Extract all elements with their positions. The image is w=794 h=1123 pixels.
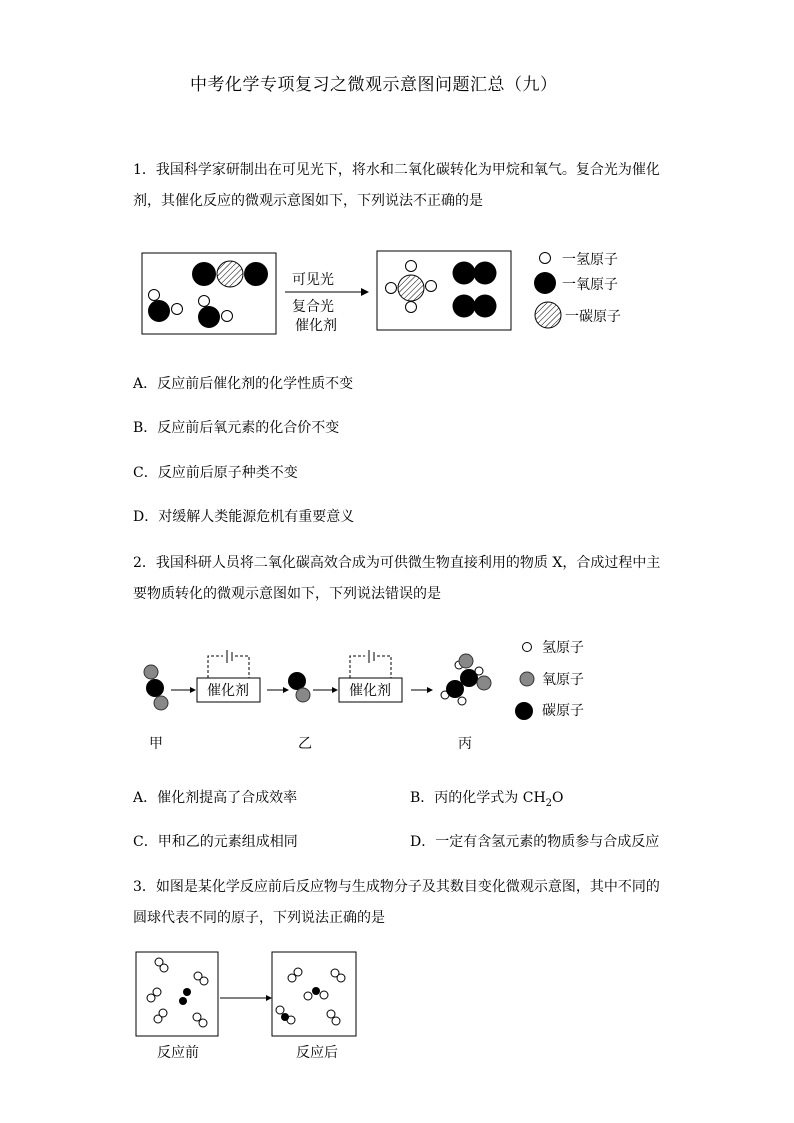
- carbon-atom: [217, 261, 243, 287]
- q1-stem-line1: 1．我国科学家研制出在可见光下，将水和二氧化碳转化为甲烷和氧气。复合光为催化: [133, 162, 660, 178]
- q2-stem-line1: 2．我国科研人员将二氧化碳高效合成为可供微生物直接利用的物质 X，合成过程中主: [133, 555, 661, 571]
- q1-option-d[interactable]: D．对缓解人类能源危机有重要意义: [133, 509, 355, 525]
- legend-hydrogen-label: 氢原子: [542, 640, 584, 656]
- legend-carbon-icon: [515, 702, 533, 720]
- hydrogen-atom: [406, 302, 417, 313]
- label-bing: 丙: [458, 736, 472, 752]
- oxygen-atom: [154, 696, 168, 710]
- q3-diagram: [130, 948, 370, 1068]
- q2-option-d[interactable]: D．一定有含氢元素的物质参与合成反应: [410, 834, 660, 850]
- q3-stem-line2: 圆球代表不同的原子，下列说法正确的是: [133, 910, 385, 926]
- hydrogen-atom: [386, 283, 397, 294]
- hydrogen-atom: [149, 290, 160, 301]
- q2-option-a[interactable]: A．催化剂提高了合成效率: [133, 790, 298, 806]
- label-yi: 乙: [298, 736, 312, 752]
- legend-oxygen-label: 氧原子: [542, 672, 584, 688]
- legend-carbon-label: 碳原子: [542, 703, 584, 719]
- q1-option-a[interactable]: A．反应前后催化剂的化学性质不变: [133, 376, 354, 392]
- q2-option-b-tail: O: [552, 790, 564, 806]
- legend-hydrogen-label: 一氢原子: [562, 252, 618, 268]
- oxygen-atom: [192, 262, 216, 286]
- oxygen-atom: [453, 295, 476, 318]
- legend-carbon-icon: [535, 302, 561, 328]
- oxygen-atom: [453, 262, 476, 285]
- hydrogen-atom: [426, 281, 437, 292]
- hydrogen-atom: [199, 296, 210, 307]
- oxygen-atom: [144, 665, 158, 679]
- oxygen-atom: [198, 306, 220, 328]
- oxygen-atom: [148, 300, 170, 322]
- q2-stem-line2: 要物质转化的微观示意图如下，下列说法错误的是: [133, 586, 441, 602]
- legend-oxygen-icon: [534, 272, 556, 294]
- electrode-icon: [208, 656, 223, 678]
- q2-option-b[interactable]: [410, 787, 564, 809]
- catalyst-label-2: 催化剂: [349, 683, 391, 699]
- hydrogen-atom: [222, 311, 233, 322]
- legend-carbon-label: 一碳原子: [565, 309, 621, 325]
- legend-hydrogen-icon: [523, 643, 532, 652]
- q2-option-b-text: B．丙的化学式为 CH: [410, 790, 546, 806]
- oxygen-atom: [474, 262, 497, 285]
- q1-diagram: [135, 245, 655, 340]
- carbon-atom: [446, 680, 464, 698]
- hydrogen-atom: [458, 697, 466, 705]
- black-atom: [179, 997, 187, 1005]
- oxygen-atom: [296, 688, 310, 702]
- label-jia: 甲: [149, 736, 163, 752]
- q1-stem-line2: 剂，其催化反应的微观示意图如下，下列说法不正确的是: [133, 193, 483, 209]
- q3-stem-line1: 3．如图是某化学反应前后反应物与生成物分子及其数目变化微观示意图，其中不同的: [133, 879, 660, 895]
- product-box: [377, 251, 511, 330]
- oxygen-atom: [474, 295, 497, 318]
- black-atom: [183, 988, 191, 996]
- carbon-atom: [288, 672, 306, 690]
- label-after: 反应后: [296, 1045, 338, 1061]
- arrow-label-top: 可见光: [292, 272, 334, 288]
- hydrogen-atom: [475, 667, 483, 675]
- hydrogen-atom: [406, 261, 417, 272]
- carbon-atom: [398, 275, 424, 301]
- oxygen-atom: [477, 676, 491, 690]
- q1-option-b[interactable]: B．反应前后氧元素的化合价不变: [133, 420, 340, 436]
- oxygen-atom: [459, 654, 473, 668]
- hydrogen-atom: [172, 304, 183, 315]
- page-title: 中考化学专项复习之微观示意图问题汇总（九）: [190, 75, 558, 95]
- q2-option-b-subscript: 2: [545, 797, 553, 809]
- legend-oxygen-label: 一氧原子: [562, 277, 618, 293]
- legend-hydrogen-icon: [540, 253, 551, 264]
- arrow-label-bottom1: 复合光: [292, 299, 334, 315]
- legend-oxygen-icon: [520, 672, 534, 686]
- oxygen-atom: [244, 262, 268, 286]
- black-atom: [281, 1013, 289, 1021]
- q1-option-c[interactable]: C．反应前后原子种类不变: [133, 465, 298, 481]
- catalyst-label-1: 催化剂: [207, 683, 249, 699]
- q2-option-c[interactable]: C．甲和乙的元素组成相同: [133, 834, 298, 850]
- electrode-icon: [350, 656, 365, 678]
- q2-diagram: [135, 635, 615, 755]
- label-before: 反应前: [157, 1045, 199, 1061]
- arrow-label-bottom2: 催化剂: [295, 318, 337, 334]
- black-atom: [312, 987, 320, 995]
- carbon-atom: [146, 679, 164, 697]
